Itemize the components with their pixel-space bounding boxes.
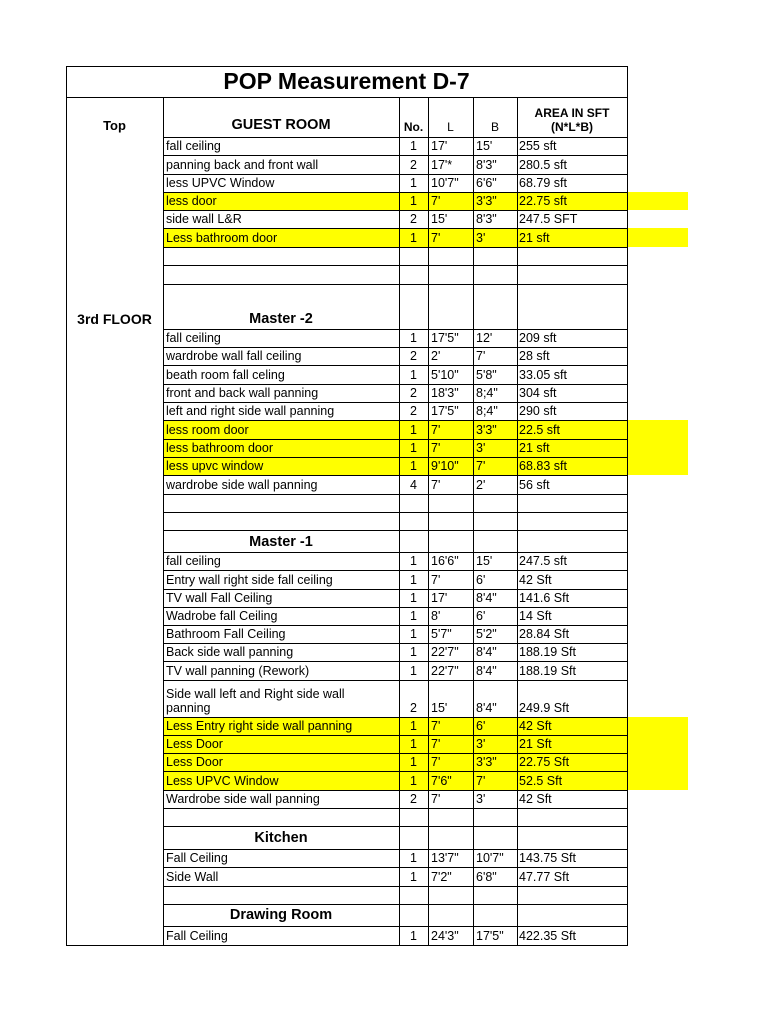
cell-area: 247.5 sft <box>519 554 567 568</box>
cell-no: 1 <box>410 441 417 455</box>
cell-b: 8'4" <box>476 645 497 659</box>
row-divider <box>163 771 627 772</box>
cell-l: 7' <box>431 573 441 587</box>
row-divider <box>163 284 627 285</box>
cell-no: 2 <box>410 386 417 400</box>
cell-no: 1 <box>410 609 417 623</box>
cell-no: 4 <box>410 478 417 492</box>
cell-area: 52.5 Sft <box>519 774 563 788</box>
row-divider <box>163 402 627 403</box>
cell-desc: TV wall Fall Ceiling <box>166 591 273 605</box>
cell-no: 1 <box>410 139 417 153</box>
cell-desc: Less UPVC Window <box>166 774 279 788</box>
section-drawing-room: Drawing Room <box>229 907 333 923</box>
header-b: B <box>490 120 499 134</box>
row-divider <box>163 457 627 458</box>
cell-b: 8'3" <box>476 212 497 226</box>
cell-desc: beath room fall celing <box>166 368 285 382</box>
cell-area: 22.5 sft <box>519 423 560 437</box>
cell-l: 9'10" <box>431 459 459 473</box>
cell-no: 2 <box>410 701 417 715</box>
cell-no: 1 <box>410 331 417 345</box>
row-divider <box>163 365 627 366</box>
cell-area: 68.83 sft <box>519 459 567 473</box>
cell-area: 21 Sft <box>519 737 552 751</box>
cell-b: 6' <box>476 719 486 733</box>
cell-l: 8' <box>431 609 441 623</box>
cell-area: 21 sft <box>519 231 550 245</box>
cell-l: 17'* <box>431 158 453 172</box>
cell-b: 8'4" <box>476 591 497 605</box>
row-divider <box>163 753 627 754</box>
row-divider <box>163 329 627 330</box>
cell-l: 7' <box>431 478 441 492</box>
row-divider <box>163 904 627 905</box>
column-divider <box>473 97 474 945</box>
cell-no: 1 <box>410 554 417 568</box>
cell-b: 6' <box>476 609 486 623</box>
cell-desc: side wall L&R <box>166 212 242 226</box>
cell-desc: Less Entry right side wall panning <box>166 719 353 733</box>
cell-desc: Bathroom Fall Ceiling <box>166 627 286 641</box>
row-divider <box>163 867 627 868</box>
cell-b: 10'7" <box>476 851 504 865</box>
cell-area: 422.35 Sft <box>519 929 576 943</box>
table-border-right <box>627 66 628 945</box>
row-divider <box>163 717 627 718</box>
cell-desc: panning back and front wall <box>166 158 319 172</box>
cell-area: 188.19 Sft <box>519 664 576 678</box>
cell-l: 7' <box>431 423 441 437</box>
cell-desc: less bathroom door <box>166 441 274 455</box>
table-border-left <box>66 66 67 945</box>
cell-no: 1 <box>410 664 417 678</box>
cell-no: 1 <box>410 176 417 190</box>
cell-area: 28 sft <box>519 349 550 363</box>
cell-area: 33.05 sft <box>519 368 567 382</box>
cell-desc: fall ceiling <box>166 554 221 568</box>
cell-l: 7' <box>431 441 441 455</box>
cell-desc: TV wall panning (Rework) <box>166 664 310 678</box>
cell-b: 17'5" <box>476 929 504 943</box>
cell-area: 42 Sft <box>519 792 552 806</box>
row-divider <box>163 607 627 608</box>
cell-b: 8;4" <box>476 404 498 418</box>
cell-desc-line2: panning <box>166 701 211 715</box>
title-divider <box>66 97 627 98</box>
cell-l: 7' <box>431 231 441 245</box>
cell-b: 3'3" <box>476 423 497 437</box>
cell-area: 247.5 SFT <box>519 212 578 226</box>
cell-l: 17' <box>431 139 448 153</box>
section-master-1: Master -1 <box>249 534 313 550</box>
row-divider <box>163 570 627 571</box>
cell-no: 1 <box>410 423 417 437</box>
header-area-line1: AREA IN SFT <box>534 106 610 120</box>
row-divider <box>163 886 627 887</box>
cell-desc: Wardrobe side wall panning <box>166 792 320 806</box>
row-divider <box>163 420 627 421</box>
cell-b: 15' <box>476 554 493 568</box>
cell-no: 2 <box>410 349 417 363</box>
cell-no: 2 <box>410 158 417 172</box>
cell-b: 2' <box>476 478 486 492</box>
cell-l: 22'7" <box>431 664 459 678</box>
cell-l: 7' <box>431 737 441 751</box>
table-border-bottom <box>66 945 628 946</box>
cell-no: 1 <box>410 737 417 751</box>
cell-area: 68.79 sft <box>519 176 567 190</box>
cell-l: 17' <box>431 591 448 605</box>
column-divider <box>163 97 164 945</box>
cell-desc: Entry wall right side fall ceiling <box>166 573 333 587</box>
table-border-top <box>66 66 627 67</box>
cell-area: 21 sft <box>519 441 550 455</box>
row-divider <box>163 174 627 175</box>
cell-b: 3'3" <box>476 194 497 208</box>
cell-desc: front and back wall panning <box>166 386 319 400</box>
cell-area: 304 sft <box>519 386 557 400</box>
row-divider <box>163 735 627 736</box>
cell-l: 5'10" <box>431 368 459 382</box>
cell-desc: Wadrobe fall Ceiling <box>166 609 278 623</box>
cell-desc: Fall Ceiling <box>166 929 228 943</box>
cell-l: 7' <box>431 719 441 733</box>
cell-no: 1 <box>410 368 417 382</box>
cell-b: 3' <box>476 792 486 806</box>
cell-l: 16'6" <box>431 554 459 568</box>
cell-no: 1 <box>410 851 417 865</box>
cell-b: 7' <box>476 459 486 473</box>
row-divider <box>163 347 627 348</box>
cell-b: 3' <box>476 441 486 455</box>
cell-area: 209 sft <box>519 331 557 345</box>
cell-b: 15' <box>476 139 493 153</box>
cell-desc: Side Wall <box>166 870 219 884</box>
row-divider <box>163 228 627 229</box>
row-divider <box>163 530 627 531</box>
cell-area: 143.75 Sft <box>519 851 576 865</box>
row-divider <box>163 192 627 193</box>
sheet-title: POP Measurement D-7 <box>223 68 470 94</box>
row-divider <box>163 155 627 156</box>
cell-b: 7' <box>476 349 486 363</box>
row-divider <box>163 247 627 248</box>
cell-l: 2' <box>431 349 441 363</box>
cell-l: 15' <box>431 701 448 715</box>
floor-label: 3rd FLOOR <box>77 311 152 327</box>
cell-no: 1 <box>410 755 417 769</box>
header-no: No. <box>403 120 424 134</box>
row-divider <box>163 384 627 385</box>
cell-desc: wardrobe wall fall ceiling <box>166 349 302 363</box>
row-divider <box>163 643 627 644</box>
row-divider <box>163 625 627 626</box>
cell-no: 1 <box>410 194 417 208</box>
cell-b: 5'2" <box>476 627 497 641</box>
cell-area: 280.5 sft <box>519 158 567 172</box>
row-divider <box>163 808 627 809</box>
cell-b: 12' <box>476 331 493 345</box>
header-l: L <box>447 120 454 134</box>
row-divider <box>163 552 627 553</box>
cell-no: 1 <box>410 627 417 641</box>
row-divider <box>163 475 627 476</box>
cell-no: 1 <box>410 870 417 884</box>
cell-b: 5'8" <box>476 368 497 382</box>
cell-no: 1 <box>410 459 417 473</box>
row-divider <box>163 826 627 827</box>
cell-l: 7' <box>431 792 441 806</box>
cell-desc: less door <box>166 194 217 208</box>
cell-desc: less UPVC Window <box>166 176 275 190</box>
cell-b: 8'4" <box>476 701 497 715</box>
header-area-line2: (N*L*B) <box>551 120 593 134</box>
row-divider <box>163 512 627 513</box>
cell-area: 42 Sft <box>519 573 552 587</box>
cell-l: 10'7" <box>431 176 459 190</box>
cell-area: 28.84 Sft <box>519 627 570 641</box>
cell-no: 1 <box>410 231 417 245</box>
row-divider <box>163 589 627 590</box>
cell-no: 2 <box>410 792 417 806</box>
cell-desc: Back side wall panning <box>166 645 294 659</box>
cell-l: 24'3" <box>431 929 459 943</box>
row-divider <box>163 661 627 662</box>
cell-l: 13'7" <box>431 851 459 865</box>
cell-area: 47.77 Sft <box>519 870 570 884</box>
cell-b: 3'3" <box>476 755 497 769</box>
cell-no: 1 <box>410 591 417 605</box>
column-divider <box>517 97 518 945</box>
cell-no: 1 <box>410 719 417 733</box>
cell-l: 18'3" <box>431 386 459 400</box>
header-top: Top <box>103 118 126 133</box>
cell-b: 6'6" <box>476 176 497 190</box>
row-divider <box>163 680 627 681</box>
cell-area: 249.9 Sft <box>519 701 570 715</box>
cell-area: 290 sft <box>519 404 557 418</box>
cell-b: 3' <box>476 737 486 751</box>
cell-area: 22.75 sft <box>519 194 567 208</box>
row-divider <box>163 439 627 440</box>
cell-b: 7' <box>476 774 486 788</box>
cell-area: 42 Sft <box>519 719 552 733</box>
cell-l: 17'5" <box>431 404 459 418</box>
cell-area: 14 Sft <box>519 609 552 623</box>
section-kitchen: Kitchen <box>254 830 308 846</box>
cell-l: 7'6" <box>431 774 452 788</box>
cell-no: 1 <box>410 645 417 659</box>
cell-l: 7' <box>431 194 441 208</box>
row-divider <box>163 137 627 138</box>
cell-l: 5'7" <box>431 627 452 641</box>
cell-no: 1 <box>410 774 417 788</box>
cell-area: 188.19 Sft <box>519 645 576 659</box>
cell-b: 8'4" <box>476 664 497 678</box>
cell-desc: Fall Ceiling <box>166 851 228 865</box>
cell-desc: less upvc window <box>166 459 264 473</box>
cell-no: 2 <box>410 212 417 226</box>
cell-desc: Less Door <box>166 737 223 751</box>
cell-area: 255 sft <box>519 139 557 153</box>
row-divider <box>163 210 627 211</box>
cell-b: 6' <box>476 573 486 587</box>
cell-l: 22'7" <box>431 645 459 659</box>
cell-area: 22.75 Sft <box>519 755 570 769</box>
cell-desc: Less Door <box>166 755 223 769</box>
cell-b: 8'3" <box>476 158 497 172</box>
cell-desc: Less bathroom door <box>166 231 278 245</box>
header-room: GUEST ROOM <box>231 117 331 133</box>
cell-desc: wardrobe side wall panning <box>166 478 318 492</box>
cell-desc: fall ceiling <box>166 139 221 153</box>
cell-no: 1 <box>410 929 417 943</box>
cell-no: 1 <box>410 573 417 587</box>
row-divider <box>163 265 627 266</box>
cell-desc: fall ceiling <box>166 331 221 345</box>
cell-b: 3' <box>476 231 486 245</box>
row-divider <box>163 926 627 927</box>
row-divider <box>163 494 627 495</box>
cell-l: 7' <box>431 755 441 769</box>
cell-l: 17'5" <box>431 331 459 345</box>
cell-area: 141.6 Sft <box>519 591 570 605</box>
cell-b: 8;4" <box>476 386 498 400</box>
cell-desc: Side wall left and Right side wall <box>166 687 345 701</box>
cell-no: 2 <box>410 404 417 418</box>
cell-l: 15' <box>431 212 448 226</box>
cell-area: 56 sft <box>519 478 550 492</box>
column-divider <box>428 97 429 945</box>
cell-b: 6'8" <box>476 870 497 884</box>
row-divider <box>163 790 627 791</box>
cell-l: 7'2" <box>431 870 452 884</box>
row-divider <box>163 849 627 850</box>
cell-desc: left and right side wall panning <box>166 404 335 418</box>
cell-desc: less room door <box>166 423 249 437</box>
section-master-2: Master -2 <box>249 311 313 327</box>
